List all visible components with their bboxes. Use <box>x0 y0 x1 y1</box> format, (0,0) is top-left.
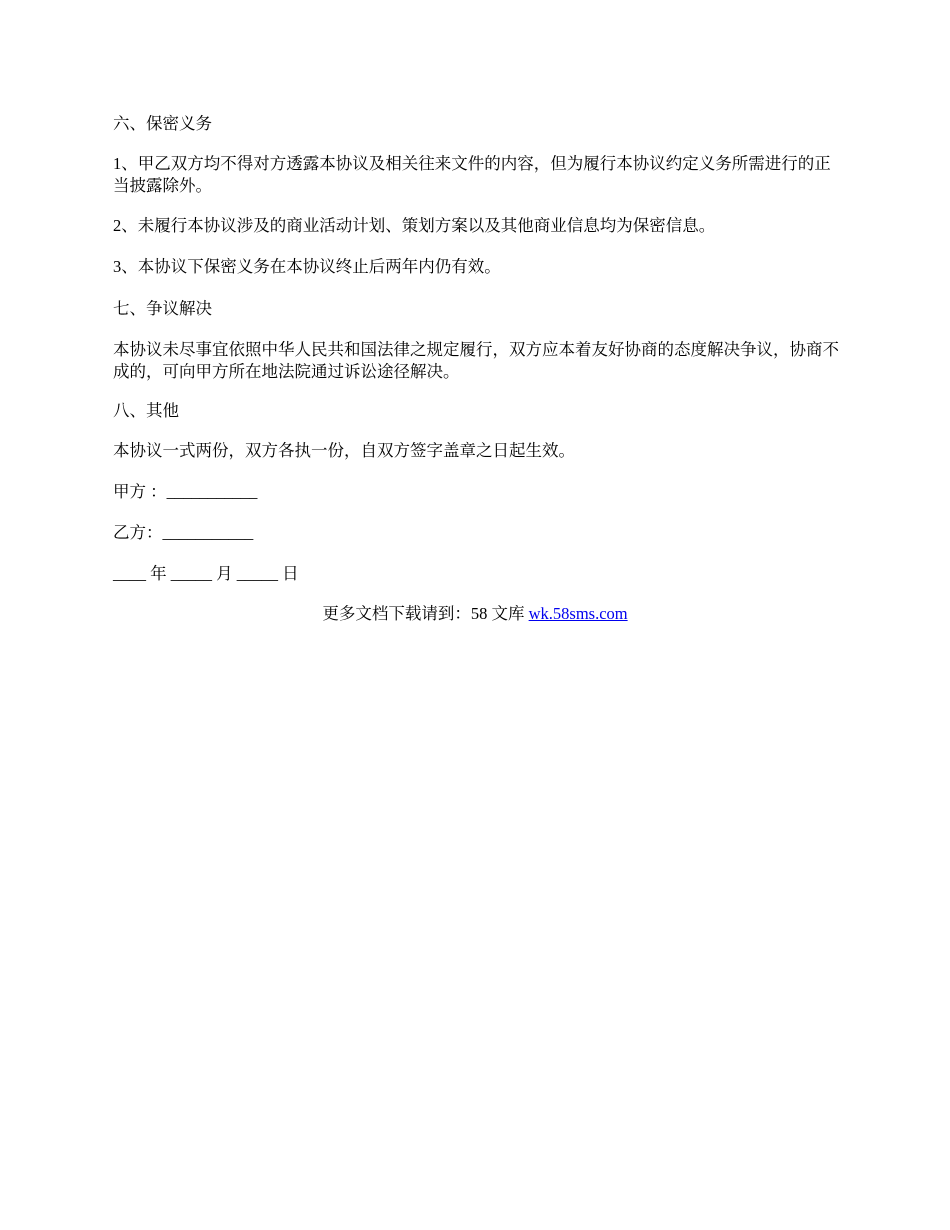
section-8-heading: 八、其他 <box>113 401 179 420</box>
section-7-body: 本协议未尽事宜依照中华人民共和国法律之规定履行，双方应本着友好协商的态度解决争议，协商不成的，可向甲方所在地法院通过诉讼途径解决。 <box>113 340 839 381</box>
signature-party-b: 乙方：___________ <box>113 523 254 542</box>
section-6-item-3: 3、本协议下保密义务在本协议终止后两年内仍有效。 <box>113 257 501 276</box>
section-7-heading: 七、争议解决 <box>113 299 212 318</box>
download-footer <box>0 603 950 625</box>
section-6-item-2: 2、未履行本协议涉及的商业活动计划、策划方案以及其他商业信息均为保密信息。 <box>113 216 716 235</box>
section-8-body: 本协议一式两份，双方各执一份，自双方签字盖章之日起生效。 <box>113 441 575 460</box>
footer-text: 更多文档下载请到：58 文库 <box>322 604 529 623</box>
section-6-item-1: 1、甲乙双方均不得对方透露本协议及相关往来文件的内容，但为履行本协议约定义务所需进行的正当披露除外。 <box>113 154 831 195</box>
signature-party-a: 甲方 ：___________ <box>113 482 258 501</box>
signature-date: ____ 年 _____ 月 _____ 日 <box>113 564 299 583</box>
section-6-heading: 六、保密义务 <box>113 114 212 133</box>
footer-link[interactable]: wk.58sms.com <box>528 604 628 623</box>
